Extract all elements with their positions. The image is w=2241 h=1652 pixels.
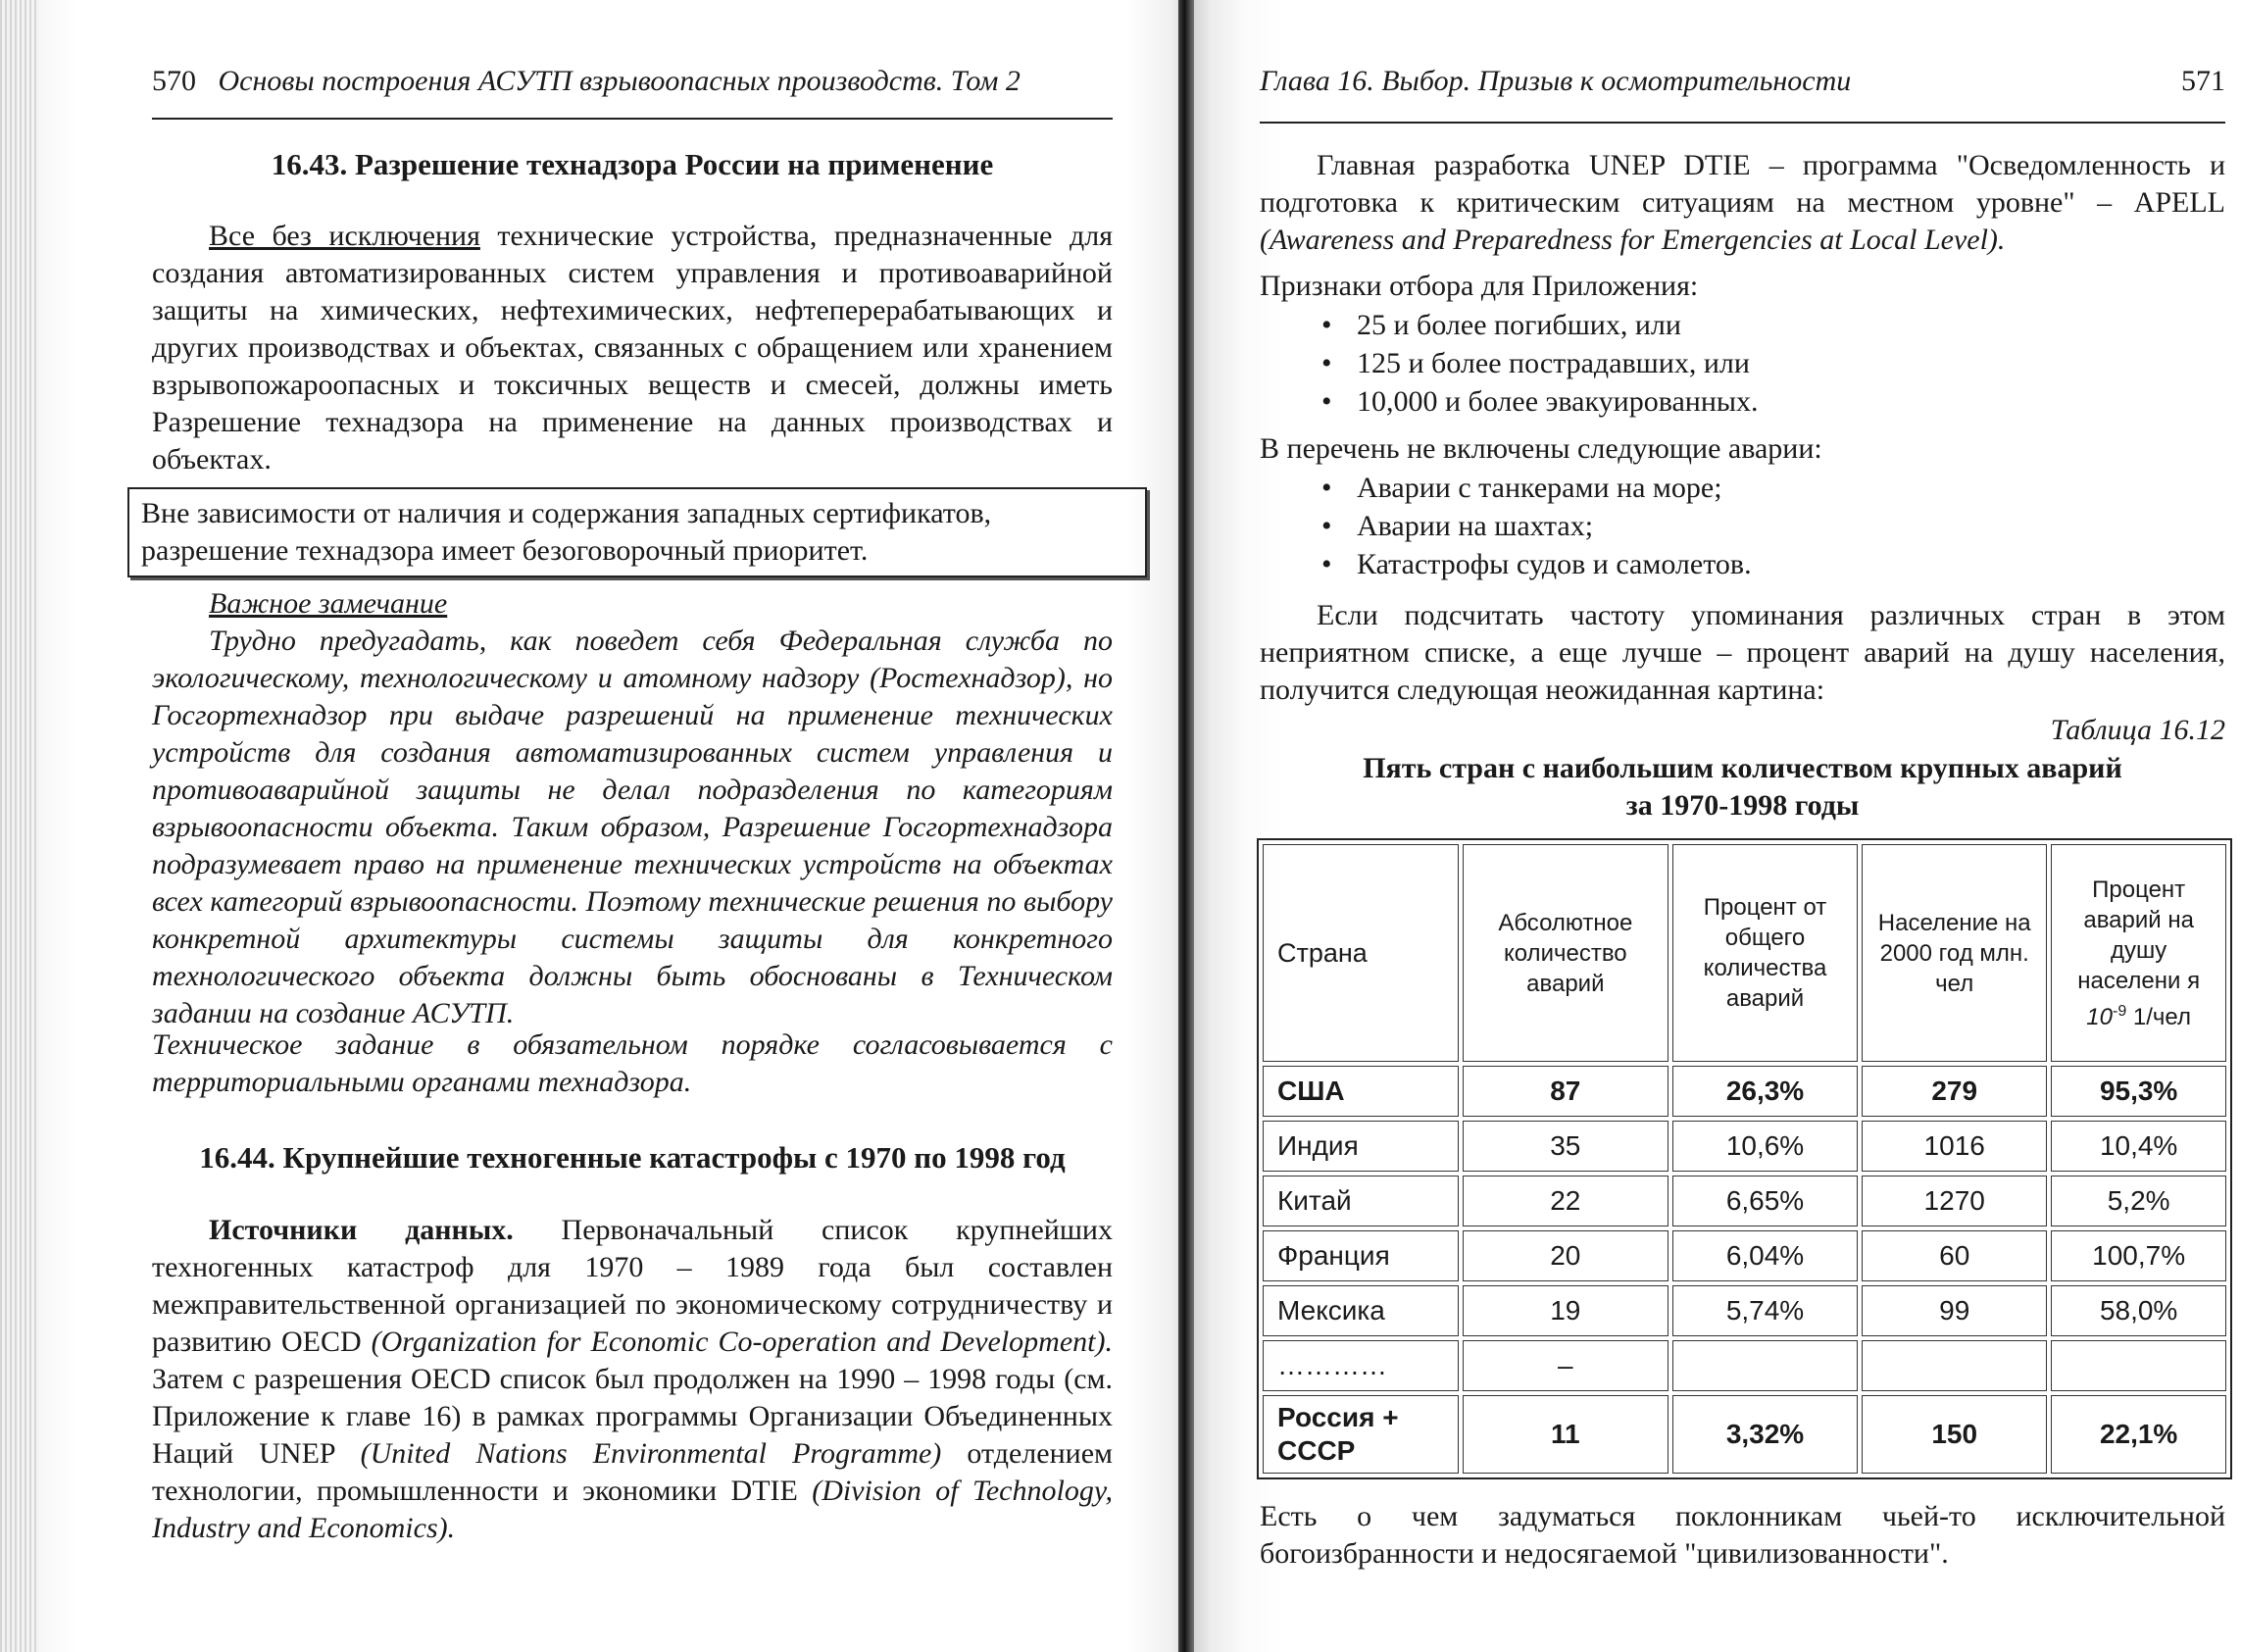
cell-per-capita: 22,1% xyxy=(2051,1395,2226,1474)
apell-text: Главная разработка UNEP DTIE – программа "Осведомленность и подготовка к критическим ситуациям на местном уровне" – APELL xyxy=(1260,149,2225,219)
boxed-statement: Вне зависимости от наличия и содержания западных сертификатов, разрешение технадзора имеет безоговорочный приоритет. xyxy=(127,487,1147,577)
table-title xyxy=(1260,750,2225,825)
note-text-2: Техническое задание в обязательном порядке согласовывается с территориальными органами технадзора. xyxy=(152,1028,1113,1098)
excluded-label: В перечень не включены следующие аварии: xyxy=(1260,432,1822,465)
left-paragraph-2 xyxy=(152,1212,1113,1547)
cell-per-capita: 5,2% xyxy=(2051,1176,2226,1226)
list-item: • 25 и более погибших, или xyxy=(1314,306,2196,344)
cell-absolute: 87 xyxy=(1463,1066,1668,1117)
cell-absolute: 20 xyxy=(1463,1230,1668,1281)
p2-dtie-expansion: (Division of Technology, Industry and Economics). xyxy=(152,1475,1113,1544)
list-item: • 125 и более пострадавших, или xyxy=(1314,344,2196,382)
left-running-title: Основы построения АСУТП взрывоопасных производств. Том 2 xyxy=(218,65,1021,97)
list-item: • 10,000 и более эвакуированных. xyxy=(1314,382,2196,421)
cell-absolute: 22 xyxy=(1463,1176,1668,1226)
p2-text-a: Первоначальный список крупнейших техногенных катастроф для 1970 – 1989 года был составлен межправительственной организацией по экономическому сотрудничеству и развитию OECD xyxy=(152,1214,1113,1358)
right-paragraph-1 xyxy=(1260,147,2225,259)
table-row xyxy=(1263,1285,2226,1336)
cell-absolute: – xyxy=(1463,1340,1668,1391)
right-running-header xyxy=(1260,65,2225,98)
sources-label: Источники данных. xyxy=(209,1214,514,1246)
left-page-number: 570 xyxy=(152,65,196,97)
table-row xyxy=(1263,1340,2226,1391)
p2-oecd-expansion: (Organization for Economic Co-operation and Development). xyxy=(371,1326,1113,1358)
section-16-43-title: 16.43. Разрешение технадзора России на применение xyxy=(271,147,994,181)
cell-absolute: 19 xyxy=(1463,1285,1668,1336)
left-running-header xyxy=(152,65,1021,98)
header-percent-total: Процент от общего количества аварий xyxy=(1672,844,1858,1062)
cell-country: Мексика xyxy=(1263,1285,1459,1336)
right-paragraph-2: Если подсчитать частоту упоминания различных стран в этом неприятном списке, а еще лучше – процент аварий на душу населения, получится следующая неожиданная картина: xyxy=(1260,599,2225,706)
cell-population: 99 xyxy=(1862,1285,2047,1336)
header-per-capita-label: Процент аварий на душу населени я xyxy=(2077,876,2201,994)
apell-expansion: (Awareness and Preparedness for Emergencies at Local Level). xyxy=(1260,224,2006,256)
left-header-rule xyxy=(152,118,1113,120)
cell-country: Франция xyxy=(1263,1230,1459,1281)
note-heading: Важное замечание xyxy=(209,587,448,620)
table-title-line-2: за 1970-1998 годы xyxy=(1625,789,1860,822)
criteria-label: Признаки отбора для Приложения: xyxy=(1260,270,1699,302)
table-row xyxy=(1263,1230,2226,1281)
list-item: • Катастрофы судов и самолетов. xyxy=(1314,545,2196,583)
excluded-list xyxy=(1314,469,2196,583)
cell-absolute: 35 xyxy=(1463,1121,1668,1172)
accidents-table xyxy=(1257,838,2232,1479)
header-per-capita-unit xyxy=(2056,996,2221,1032)
cell-percent: 6,04% xyxy=(1672,1230,1858,1281)
table-row xyxy=(1263,1176,2226,1226)
cell-per-capita: 58,0% xyxy=(2051,1285,2226,1336)
header-per-capita xyxy=(2051,844,2226,1062)
underlined-lead: Все без исключения xyxy=(209,220,480,252)
cell-per-capita: 95,3% xyxy=(2051,1066,2226,1117)
cell-per-capita: 100,7% xyxy=(2051,1230,2226,1281)
cell-country: ………… xyxy=(1263,1340,1459,1391)
table-title-line-1: Пять стран с наибольшим количеством крупных аварий xyxy=(1363,752,2122,784)
list-item: • Аварии на шахтах; xyxy=(1314,507,2196,545)
cell-percent: 26,3% xyxy=(1672,1066,1858,1117)
list-item: • Аварии с танкерами на море; xyxy=(1314,469,2196,507)
table-caption: Таблица 16.12 xyxy=(2050,714,2225,746)
cell-population: 150 xyxy=(1862,1395,2047,1474)
left-paragraph-1-text: технические устройства, предназначенные для создания автоматизированных систем управления и противоаварийной защиты на химических, нефтехимических, нефтеперерабатывающих и других производствах и объектах, связанных с обращением или хранением взрывопожароопасных и токсичных веществ и смесей, должны иметь Разрешение технадзора на применение на данных производствах и объектах. xyxy=(152,220,1113,476)
table-row xyxy=(1263,1395,2226,1474)
cell-percent: 10,6% xyxy=(1672,1121,1858,1172)
cell-country: Индия xyxy=(1263,1121,1459,1172)
header-country: Страна xyxy=(1263,844,1459,1062)
right-page xyxy=(1186,0,2241,1652)
cell-per-capita xyxy=(2051,1340,2226,1391)
p2-text-b: Затем с разрешения OECD список был продолжен на 1990 – 1998 годы (см. Приложение к главе 16) в рамках программы Организации Объединенных Наций UNEP xyxy=(152,1363,1113,1470)
right-running-title: Глава 16. Выбор. Призыв к осмотрительности xyxy=(1260,65,1852,97)
p2-text-c: отделением технологии, промышленности и экономики DTIE xyxy=(152,1437,1113,1507)
unit-tail: 1/чел xyxy=(2126,1003,2191,1030)
book-spine xyxy=(1178,0,1194,1652)
cell-absolute: 11 xyxy=(1463,1395,1668,1474)
cell-population: 1270 xyxy=(1862,1176,2047,1226)
note-text: Трудно предугадать, как поведет себя Федеральная служба по экологическому, технологическому и атомному надзору (Ростехнадзор), но Госгортехнадзор при выдаче разрешений на применение технических устройств для создания автоматизированных систем управления и противоаварийной защиты не делал подразделения по категориям взрывоопасности объекта. Таким образом, Разрешение Госгортехнадзора подразумевает право на применение технических устройств на объектах всех категорий взрывоопасности. Поэтому технические решения по выбору конкретной архитектуры системы защиты для конкретного технологического объекта должны быть обоснованы в Техническом задании на создание АСУТП. xyxy=(152,625,1113,1029)
cell-per-capita: 10,4% xyxy=(2051,1121,2226,1172)
cell-country: США xyxy=(1263,1066,1459,1117)
cell-country: Россия + СССР xyxy=(1263,1395,1459,1474)
left-paragraph-1 xyxy=(152,218,1113,478)
cell-percent: 5,74% xyxy=(1672,1285,1858,1336)
closing-paragraph: Есть о чем задуматься поклонникам чьей-то исключительной богоизбранности и недосягаемой "цивилизованности". xyxy=(1260,1500,2225,1570)
right-page-number: 571 xyxy=(2181,65,2225,97)
cell-population: 60 xyxy=(1862,1230,2047,1281)
table-header-row xyxy=(1263,844,2226,1062)
cell-population: 1016 xyxy=(1862,1121,2047,1172)
criteria-list xyxy=(1314,306,2196,421)
p2-unep-expansion: (United Nations Environmental Programme) xyxy=(360,1437,942,1470)
cell-percent: 6,65% xyxy=(1672,1176,1858,1226)
page-edge-stripes xyxy=(0,0,39,1652)
right-header-rule xyxy=(1260,122,2225,124)
header-absolute: Абсолютное количество аварий xyxy=(1463,844,1668,1062)
table-row xyxy=(1263,1066,2226,1117)
unit-base: 10 xyxy=(2086,1003,2113,1030)
cell-population xyxy=(1862,1340,2047,1391)
cell-population: 279 xyxy=(1862,1066,2047,1117)
header-population: Население на 2000 год млн. чел xyxy=(1862,844,2047,1062)
cell-percent: 3,32% xyxy=(1672,1395,1858,1474)
table-row xyxy=(1263,1121,2226,1172)
cell-percent xyxy=(1672,1340,1858,1391)
cell-country: Китай xyxy=(1263,1176,1459,1226)
unit-exponent: -9 xyxy=(2113,1002,2127,1020)
section-16-44-title: 16.44. Крупнейшие техногенные катастрофы с 1970 по 1998 год xyxy=(199,1140,1066,1175)
